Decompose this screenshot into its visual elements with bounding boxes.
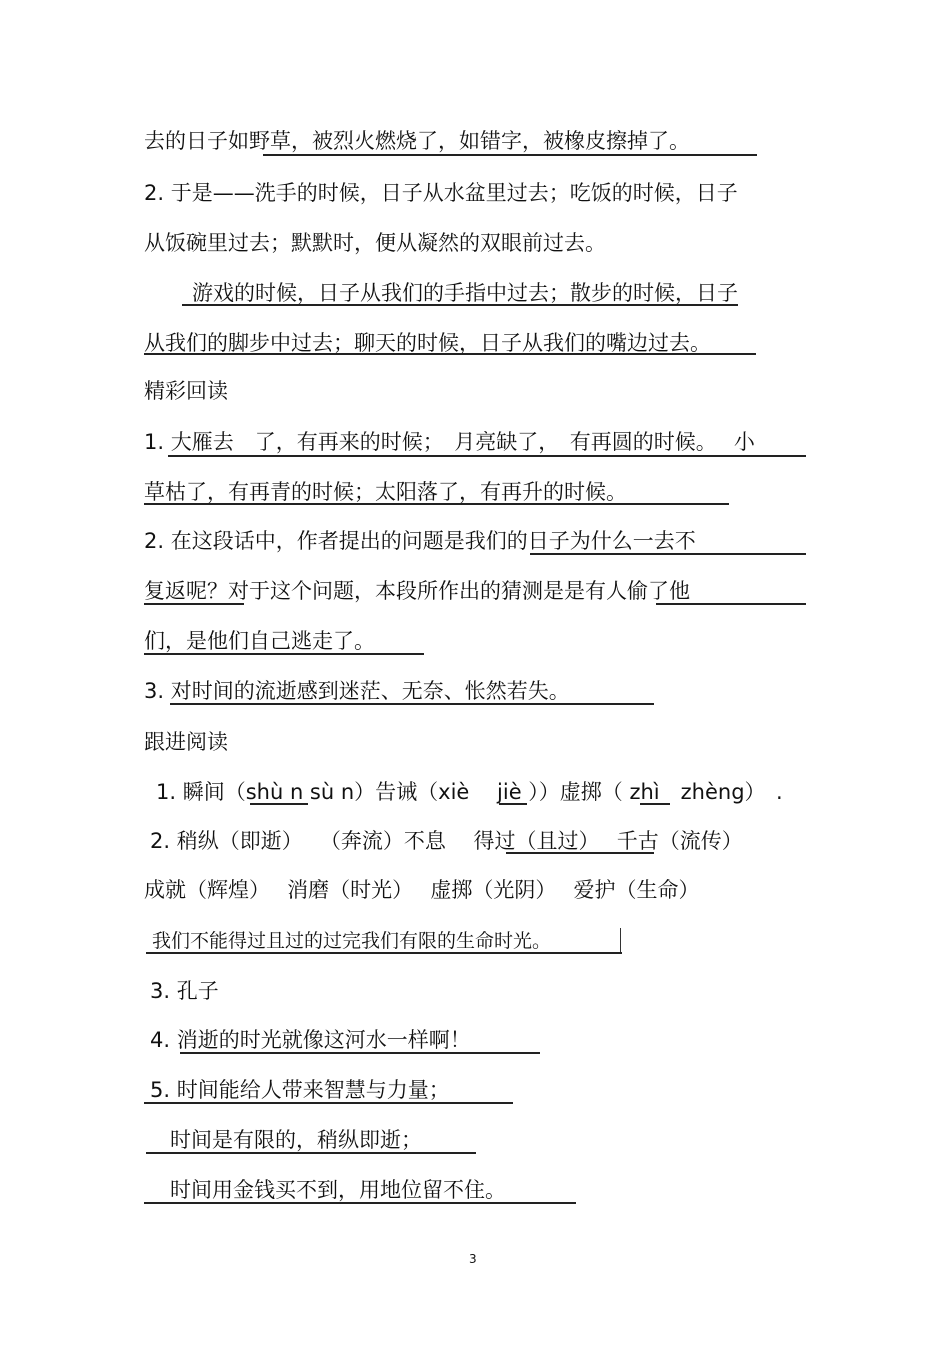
answer-underline [180, 1052, 540, 1054]
text-line-10: 复返呢？对于这个问题，本段所作出的猜测是是有人偷了他 [144, 579, 690, 603]
answer-underline [144, 353, 756, 355]
text-line-1: 去的日子如野草，被烈火燃烧了，如错字，被橡皮擦掉了。 [144, 129, 690, 153]
answer-underline [656, 603, 806, 605]
answer-underline [170, 703, 654, 705]
answer-underline [146, 952, 622, 954]
text-line-22: 时间用金钱买不到，用地位留不住。 [170, 1178, 506, 1202]
text-line-19: 4. 消逝的时光就像这河水一样啊！ [150, 1028, 471, 1052]
section-heading-follow-up: 跟进阅读 [144, 730, 228, 754]
text-line-9: 2. 在这段话中，作者提出的问题是我们的日子为什么一去不 [144, 529, 696, 553]
text-line-11: 们，是他们自己逃走了。 [144, 629, 375, 653]
text-line-14: 1. 瞬间（shù n sù n）告诫（xiè jiè ））虚掷（ zhì zhèng） . [156, 780, 783, 804]
answer-underline [250, 803, 308, 805]
text-line-21: 时间是有限的，稍纵即逝； [170, 1128, 422, 1152]
answer-underline [168, 455, 806, 457]
text-line-8: 草枯了，有再青的时候；太阳落了，有再升的时候。 [144, 480, 627, 504]
answer-underline [182, 304, 738, 306]
answer-box-edge [620, 928, 621, 952]
section-heading-reading: 精彩回读 [144, 379, 228, 403]
answer-underline [144, 603, 244, 605]
text-line-18: 3. 孔子 [150, 979, 219, 1003]
answer-underline [499, 803, 527, 805]
answer-underline [144, 1202, 576, 1204]
answer-underline [144, 503, 729, 505]
text-line-3: 从饭碗里过去；默默时，便从凝然的双眼前过去。 [144, 231, 606, 255]
text-line-17: 我们不能得过且过的过完我们有限的生命时光。 [152, 930, 552, 952]
text-line-12: 3. 对时间的流逝感到迷茫、无奈、怅然若失。 [144, 679, 570, 703]
text-line-4: 游戏的时候，日子从我们的手指中过去；散步的时候，日子 [192, 281, 738, 305]
text-line-20: 5. 时间能给人带来智慧与力量； [150, 1078, 450, 1102]
answer-underline [263, 154, 757, 156]
answer-underline [144, 653, 424, 655]
answer-underline [640, 803, 670, 805]
text-line-15: 2. 稍纵（即逝） （奔流）不息 得过（且过） 千古（流传） [150, 829, 743, 853]
answer-underline [146, 1152, 476, 1154]
answer-underline [530, 553, 806, 555]
text-line-5: 从我们的脚步中过去；聊天的时候，日子从我们的嘴边过去。 [144, 331, 711, 355]
page-number: 3 [469, 1252, 477, 1266]
text-line-7: 1. 大雁去 了，有再来的时候； 月亮缺了， 有再圆的时候。 小 [144, 430, 755, 454]
text-line-2: 2. 于是——洗手的时候，日子从水盆里过去；吃饭的时候，日子 [144, 181, 738, 205]
answer-underline [506, 852, 654, 854]
text-line-16: 成就（辉煌） 消磨（时光） 虚掷（光阴） 爱护（生命） [144, 878, 700, 902]
answer-underline [144, 1102, 513, 1104]
